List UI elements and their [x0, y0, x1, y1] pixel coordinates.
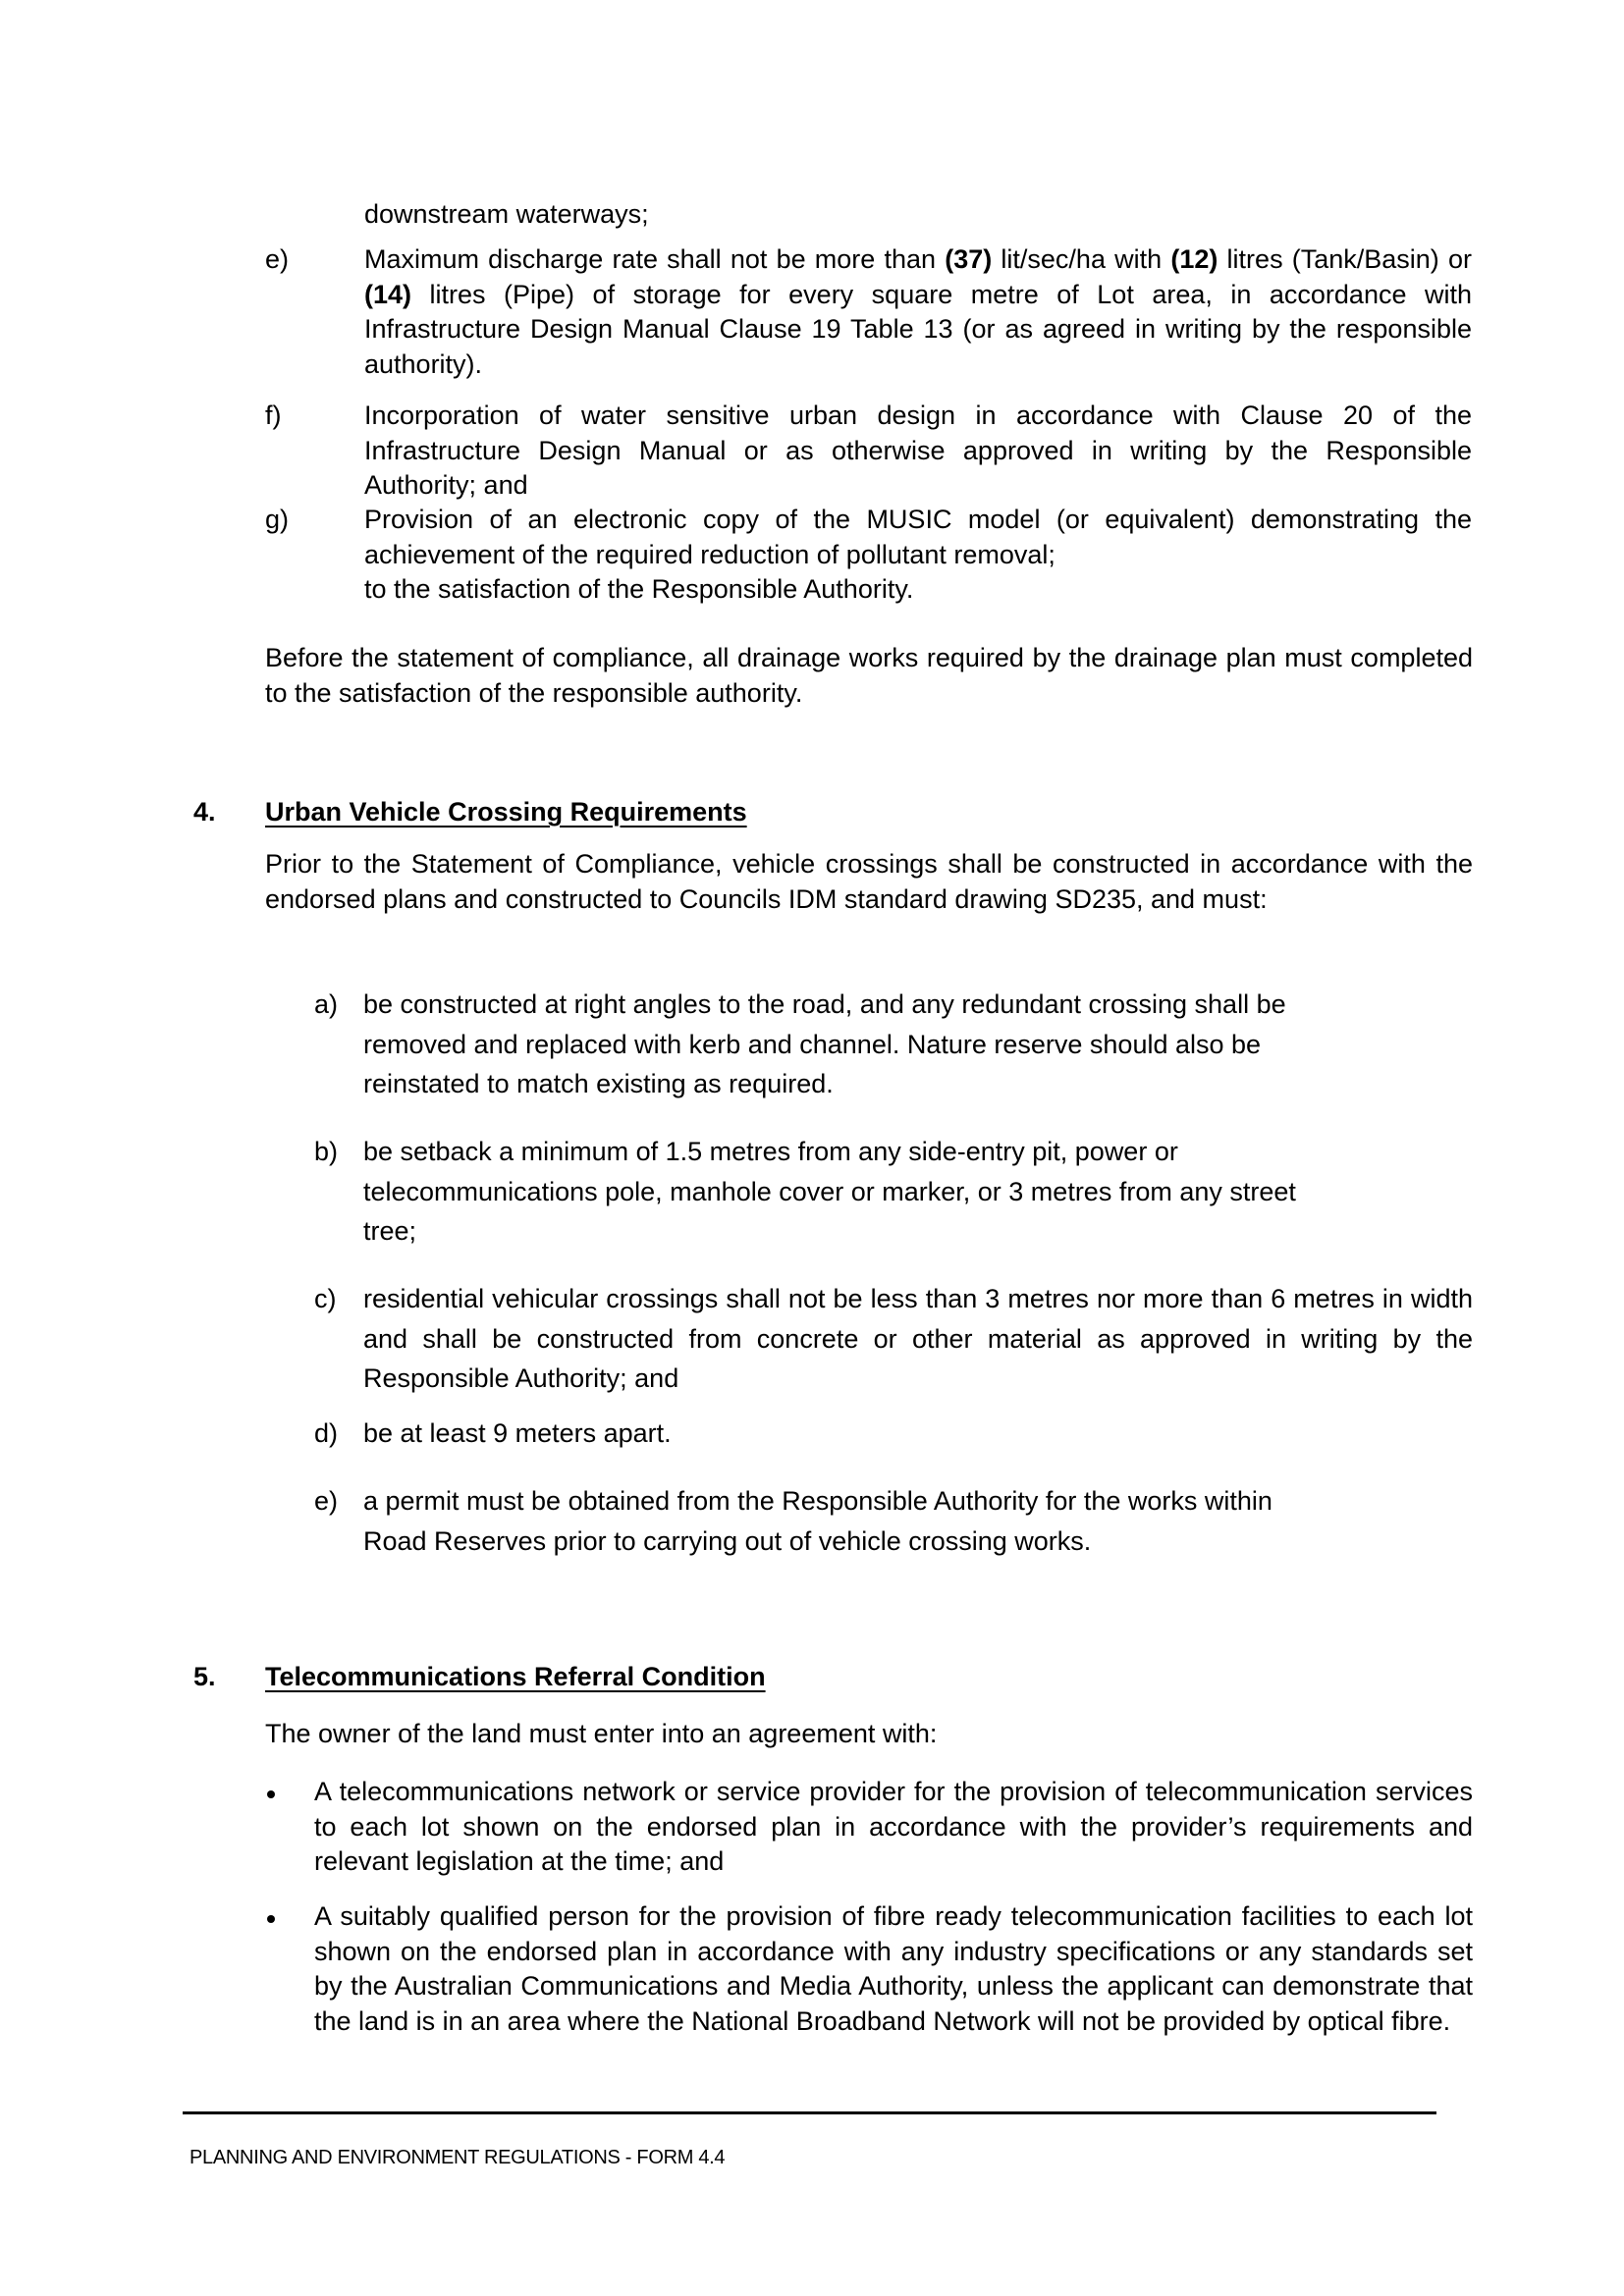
- text-run: lit/sec/ha with: [992, 244, 1171, 274]
- drainage-item-f-text: Incorporation of water sensitive urban design in accordance with Clause 20 of the Infrastructure Design Manual or as otherwise approved in writing by the Responsible Authority; and: [364, 400, 1472, 500]
- drainage-continuation: downstream waterways;: [364, 199, 649, 229]
- section-4-item-a-text: [363, 985, 1473, 1104]
- text-line: reinstated to match existing as required.: [363, 1069, 834, 1098]
- section-5-intro: The owner of the land must enter into an agreement with:: [265, 1719, 938, 1748]
- text-run: litres (Tank/Basin) or: [1218, 244, 1472, 274]
- tank-storage-value: (12): [1170, 244, 1218, 274]
- drainage-item-g-text: Provision of an electronic copy of the MUSIC model (or equivalent) demonstrating the achievement of the required reduction of pollutant removal;: [364, 505, 1472, 569]
- section-5-bullet-1: A telecommunications network or service provider for the provision of telecommunication services to each lot shown on the endorsed plan in accordance with the provider’s requirements and relevant legislation at the time; and: [314, 1777, 1473, 1876]
- section-5-bullet-2: A suitably qualified person for the provision of fibre ready telecommunication facilities to each lot shown on the endorsed plan in accordance with any industry specifications or any standards set by the Australian Communications and Media Authority, unless the applicant can demonstrate that the land is in an area where the National Broadband Network will not be provided by optical fibre.: [314, 1901, 1473, 2036]
- section-4-item-b-label: b): [314, 1137, 339, 1166]
- drainage-item-f-label: f): [265, 400, 282, 430]
- bullet-icon: [267, 1790, 275, 1798]
- bullet-icon: [267, 1915, 275, 1923]
- section-4-item-a-label: a): [314, 989, 339, 1019]
- section-4-intro: Prior to the Statement of Compliance, vehicle crossings shall be constructed in accordance with the endorsed plans and constructed to Councils IDM standard drawing SD235, and must:: [265, 849, 1473, 914]
- section-4-item-d-label: d): [314, 1418, 339, 1448]
- text-line: telecommunications pole, manhole cover or marker, or 3 metres from any street: [363, 1176, 1296, 1206]
- section-4-item-e-label: e): [314, 1486, 339, 1516]
- section-4-item-d-text: be at least 9 meters apart.: [363, 1418, 672, 1448]
- section-4-item-e-text: [363, 1481, 1473, 1561]
- text-line: removed and replaced with kerb and channel. Nature reserve should also be: [363, 1029, 1262, 1059]
- text-run: Maximum discharge rate shall not be more than: [364, 244, 946, 274]
- discharge-rate-value: (37): [945, 244, 993, 274]
- text-line: be setback a minimum of 1.5 metres from any side-entry pit, power or: [363, 1137, 1178, 1166]
- section-5-title: Telecommunications Referral Condition: [265, 1662, 766, 1691]
- drainage-statement: Before the statement of compliance, all drainage works required by the drainage plan must completed to the satisfaction of the responsible authority.: [265, 643, 1473, 708]
- drainage-closing: to the satisfaction of the Responsible Authority.: [364, 574, 914, 604]
- drainage-item-e-label: e): [265, 244, 290, 274]
- section-4-item-c-label: c): [314, 1284, 337, 1313]
- drainage-item-e-text: [364, 242, 1472, 382]
- section-4-item-c-text: residential vehicular crossings shall not be less than 3 metres nor more than 6 metres in width and shall be constructed from concrete or other material as approved in writing by the Responsible Authority; and: [363, 1284, 1473, 1393]
- text-line: Road Reserves prior to carrying out of vehicle crossing works.: [363, 1525, 1092, 1556]
- section-4-item-b-text: [363, 1132, 1473, 1252]
- section-4-number: 4.: [193, 797, 216, 827]
- drainage-item-g-label: g): [265, 505, 290, 534]
- text-line: be constructed at right angles to the road, and any redundant crossing shall be: [363, 989, 1286, 1019]
- footer-text: PLANNING AND ENVIRONMENT REGULATIONS - FORM 4.4: [189, 2147, 726, 2168]
- section-5-number: 5.: [193, 1662, 216, 1691]
- text-run: litres (Pipe) of storage for every square metre of Lot area, in accordance with Infrastructure Design Manual Clause 19 Table 13 (or as agreed in writing by the responsible authority).: [364, 279, 1472, 379]
- section-4-title: Urban Vehicle Crossing Requirements: [265, 797, 747, 827]
- pipe-storage-value: (14): [364, 279, 412, 309]
- text-line: tree;: [363, 1216, 417, 1246]
- text-line: a permit must be obtained from the Responsible Authority for the works within: [363, 1486, 1272, 1516]
- footer-rule: [183, 2111, 1436, 2114]
